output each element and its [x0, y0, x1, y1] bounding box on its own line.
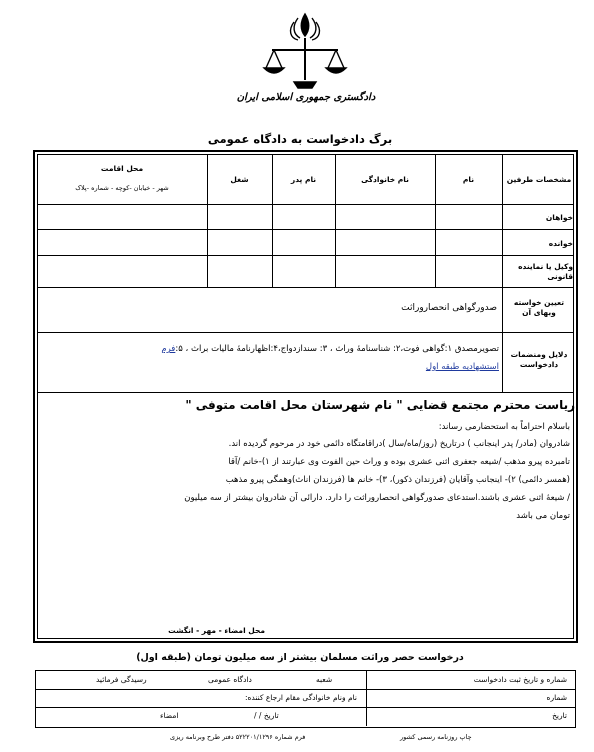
- body-title: ریاست محترم مجتمع قضایی " نام شهرستان محل اقامت متوفی ": [185, 398, 575, 412]
- col-header-residence: محل اقامت: [100, 164, 144, 173]
- col-header-father: نام پدر: [290, 175, 317, 184]
- org-name: دادگستری جمهوری اسلامی ایران: [236, 92, 376, 103]
- registration-date-label: تاریخ: [552, 711, 567, 720]
- evidence-value[interactable]: [41, 340, 499, 376]
- plaintiff-row-fields[interactable]: [38, 205, 502, 229]
- registration-number-date-label: شماره و تاریخ ثبت دادخواست: [473, 675, 567, 684]
- row-label-evidence: دلایل ومنضمات دادخواست: [510, 350, 568, 369]
- petition-form: [33, 150, 578, 643]
- defendant-row-fields[interactable]: [38, 230, 502, 255]
- request-subtitle: درخواست حصر وراثت مسلمان بیشتر از سه میلیون تومان (طبقه اول): [136, 652, 464, 663]
- col-header-job: شغل: [230, 175, 249, 184]
- signature-label: محل امضاء - مهر - انگشت: [168, 626, 265, 635]
- referrer-name-label: نام ونام خانوادگی مقام ارجاع کننده:: [244, 693, 357, 702]
- referral-date-label: تاریخ / /: [254, 711, 279, 720]
- body-line-6: تومان می باشد: [516, 511, 570, 521]
- col-header-specs: مشخصات طرفین: [506, 175, 572, 184]
- body-line-1: باسلام احتراماً به استحضارمی رساند:: [438, 422, 570, 432]
- branch-label: شعبه: [316, 675, 333, 684]
- body-line-2: شادروان (مادر/ پدر اینجانب ) درتاریخ (روز/ماه/سال )دراقامتگاه دائمی خود در مرحوم گردیده اند.: [228, 439, 570, 449]
- col-header-family: نام خانوادگی: [361, 175, 409, 184]
- registration-number-label: شماره: [546, 693, 567, 702]
- body-line-3: تامبرده پیرو مذهب /شیعه جعفری اثنی عشری بوده و وراث حین الفوت وی عبارتند از ۱)-خانم /آقا: [228, 457, 570, 467]
- claim-value[interactable]: صدورگواهی انحصاروراثت: [401, 303, 497, 313]
- col-header-name: نام: [462, 175, 475, 184]
- handle-label: رسیدگی فرمائید: [96, 675, 147, 684]
- lawyer-row-fields[interactable]: [38, 256, 502, 287]
- form-number: فرم شماره ۵۲۲۲۰۱/۱۲۹۶ دفتر طرح وبرنامه ریزی: [170, 733, 306, 741]
- registration-box: [35, 670, 576, 728]
- row-label-claim: تعیین خواسته وبهای آن: [513, 298, 565, 317]
- row-label-plaintiff: خواهان: [545, 213, 573, 222]
- body-line-4: (همسر دائمی) ۲)- اینجانب وآقایان (فرزندان ذکور)، ۳)- خانم ها (فرزندان اناث)وهمگی پیرو مذهب: [225, 475, 570, 485]
- evidence-link-affidavit[interactable]: استشهادیه طبقه اول: [425, 362, 499, 372]
- form-title: برگ دادخواست به دادگاه عمومی: [207, 132, 393, 146]
- col-header-residence-sub: شهر - خیابان -کوچه - شماره -پلاک: [75, 184, 169, 192]
- evidence-link-form[interactable]: فرم: [161, 344, 176, 354]
- printer-name: چاپ روزنامه رسمی کشور: [400, 733, 472, 741]
- row-label-lawyer: وکیل یا نماینده قانونی: [518, 262, 573, 281]
- body-line-5: / شیعهٔ اثنی عشری باشند.استدعای صدورگواهی انحصاروراثت را دارد. دارائی آن شادروان بیشتر از سه میلیون: [184, 493, 570, 503]
- row-label-defendant: خوانده: [548, 239, 573, 248]
- evidence-text: تصویرمصدق ۱:گواهی فوت،۲: شناسنامهٔ وراث ، ۳: سندازدواج،۴:اظهارنامهٔ مالیات براث ، ۵:: [175, 344, 499, 354]
- referral-signature-label: امضاء: [160, 711, 179, 720]
- court-label: دادگاه عمومی: [208, 675, 252, 684]
- emblem-icon: [262, 10, 348, 92]
